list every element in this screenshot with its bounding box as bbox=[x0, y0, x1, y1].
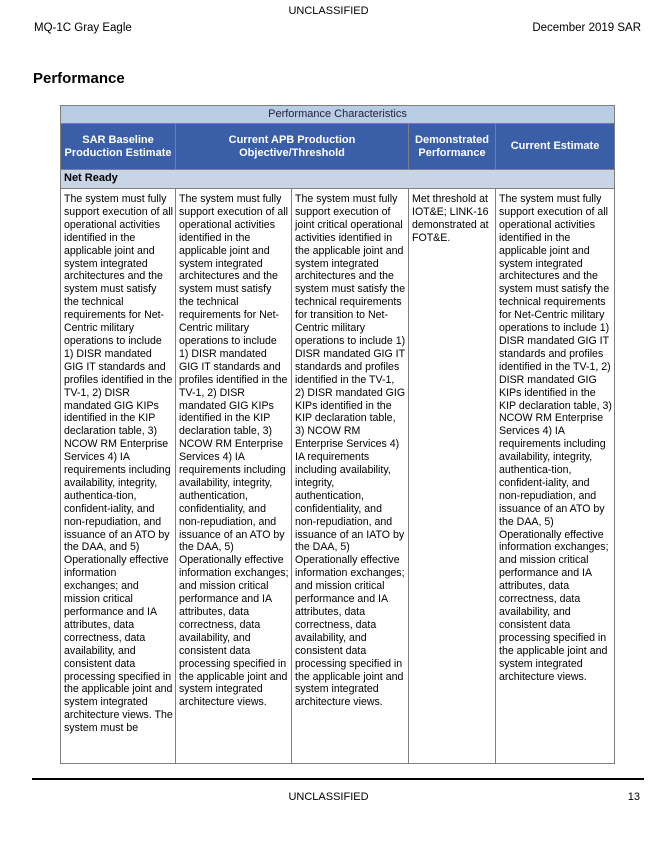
column-header-demonstrated: Demonstrated Performance bbox=[409, 124, 496, 170]
cell-apb-threshold: The system must fully support execution of joint critical operational activities identified in the applicable joint and system integrated architectures and the system must satisfy the technical requirements for transition to Net-Centric military operations to include 1) DISR mandated GIG IT standards and profiles identified in the TV-1, 2) DISR mandated GIG KIPs identified in the KIP declaration table, 3) NCOW RM Enterprise Services 4) IA requirements including availability, integrity, authentication, confidentiality, and non-repudiation, and issuance of an IATO by the DAA, 5) Operationally effective information exchanges; and mission critical performance and IA attributes, data correctness, data availability, and consistent data processing specified in the applicable joint and system integrated architecture views. bbox=[292, 189, 409, 764]
table-caption: Performance Characteristics bbox=[61, 106, 615, 124]
cell-sar-baseline: The system must fully support execution of all operational activities identified in the applicable joint and system integrated architectures and the system must satisfy the technical requirements for Net-Centric military operations to include 1) DISR mandated GIG IT standards and profiles identified in the TV-1, 2) DISR mandated GIG KIPs identified in the KIP declaration table, 3) NCOW RM Enterprise Services 4) IA requirements including availability, integrity, authentica-tion, confident-iality, and non-repudiation, and issuance of an ATO by the DAA, and 5) Operationally effective information exchanges; and mission critical performance and IA attributes, data correctness, data availability, and consistent data processing specified in the applicable joint and system integrated architecture views. The system must be bbox=[61, 189, 176, 764]
section-title: Performance bbox=[33, 70, 125, 87]
cell-apb-objective: The system must fully support execution of all operational activities identified in the applicable joint and system integrated architectures and the system must satisfy the technical requirements for Net-Centric military operations to include 1) DISR mandated GIG IT standards and profiles identified in the TV-1, 2) DISR mandated GIG KIPs identified in the KIP declaration table, 3) NCOW RM Enterprise Services 4) IA requirements including availability, integrity, authentication, confidentiality, and non-repudiation, and issuance of an ATO by the DAA, 5) Operationally effective information exchanges; and mission critical performance and IA attributes, data correctness, data availability, and consistent data processing specified in the applicable joint and system integrated architecture views. bbox=[176, 189, 292, 764]
classification-marking-bottom: UNCLASSIFIED bbox=[288, 791, 369, 803]
column-header-sar-baseline: SAR Baseline Production Estimate bbox=[61, 124, 176, 170]
page-number: 13 bbox=[627, 791, 640, 803]
program-name: MQ-1C Gray Eagle bbox=[34, 22, 132, 34]
table-row bbox=[61, 189, 615, 764]
report-date: December 2019 SAR bbox=[532, 22, 641, 34]
group-label-net-ready: Net Ready bbox=[61, 170, 615, 189]
cell-demonstrated: Met threshold at IOT&E; LINK-16 demonstrated at FOT&E. bbox=[409, 189, 496, 764]
column-header-current-estimate: Current Estimate bbox=[496, 124, 615, 170]
column-header-current-apb: Current APB Production Objective/Threshold bbox=[176, 124, 409, 170]
classification-marking-top: UNCLASSIFIED bbox=[288, 5, 369, 17]
performance-table bbox=[60, 105, 615, 764]
footer-divider bbox=[32, 778, 644, 780]
cell-current-estimate: The system must fully support execution of all operational activities identified in the applicable joint and system integrated architectures and the system must satisfy the technical requirements for Net-Centric military operations to include 1) DISR mandated GIG IT standards and profiles identified in the TV-1, 2) DISR mandated GIG KIPs identified in the KIP declaration table, 3) NCOW RM Enterprise Services 4) IA requirements including availability, integrity, authentica-tion, confident-iality, and non-repudiation, and issuance of an ATO by the DAA, 5) Operationally effective information exchanges; and mission critical performance and IA attributes, data correctness, data availability, and consistent data processing specified in the applicable joint and system integrated architecture views. bbox=[496, 189, 615, 764]
